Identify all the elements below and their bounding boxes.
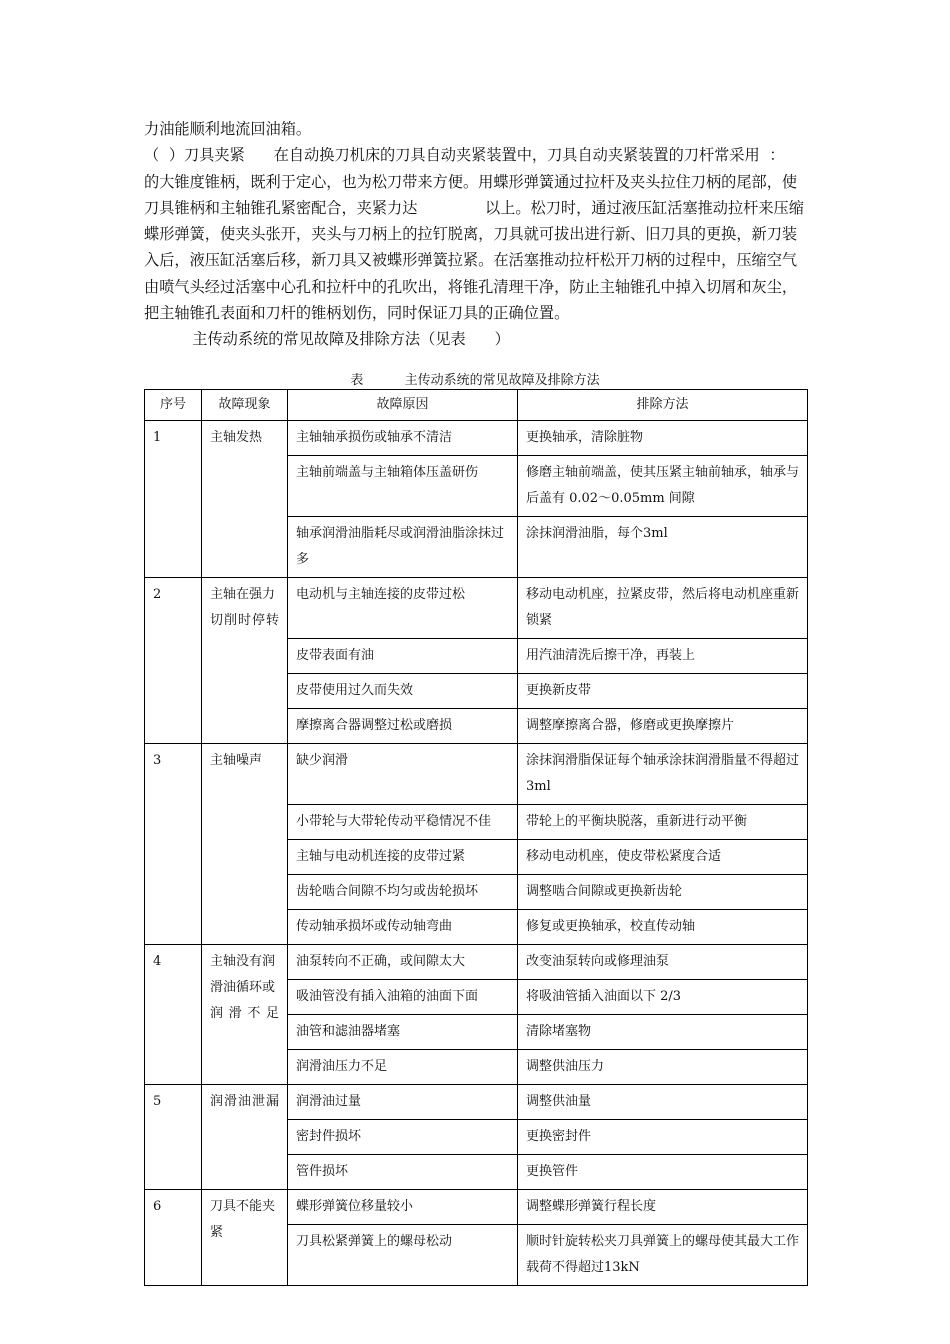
fault-cause: 传动轴承损坏或传动轴弯曲	[288, 910, 518, 945]
fault-cause: 润滑油过量	[288, 1085, 518, 1120]
table-row	[145, 1085, 808, 1120]
fault-cause: 刀具松紧弹簧上的螺母松动	[288, 1225, 518, 1286]
fault-cause: 蝶形弹簧位移量较小	[288, 1190, 518, 1225]
table-row	[145, 945, 808, 980]
fault-remedy: 顺时针旋转松夹刀具弹簧上的螺母使其最大工作载荷不得超过13kN	[518, 1225, 808, 1286]
table-row	[145, 421, 808, 456]
fault-id: 1	[145, 421, 202, 578]
fault-symptom: 润滑油泄漏	[202, 1085, 288, 1190]
fault-cause: 油管和滤油器堵塞	[288, 1015, 518, 1050]
header-remedy: 排除方法	[518, 390, 808, 421]
header-symptom: 故障现象	[202, 390, 288, 421]
fault-remedy: 将吸油管插入油面以下 2/3	[518, 980, 808, 1015]
fault-cause: 润滑油压力不足	[288, 1050, 518, 1085]
fault-remedy: 调整摩擦离合器，修磨或更换摩擦片	[518, 709, 808, 744]
fault-remedy: 更换管件	[518, 1155, 808, 1190]
fault-table	[144, 389, 808, 1286]
fault-remedy: 修复或更换轴承，校直传动轴	[518, 910, 808, 945]
fault-cause: 油泵转向不正确，或间隙太大	[288, 945, 518, 980]
fault-cause: 轴承润滑油脂耗尽或润滑油脂涂抹过多	[288, 517, 518, 578]
fault-cause: 小带轮与大带轮传动平稳情况不佳	[288, 805, 518, 840]
fault-remedy: 涂抹润滑油脂，每个3ml	[518, 517, 808, 578]
fault-symptom: 刀具不能夹紧	[202, 1190, 288, 1286]
fault-cause: 主轴前端盖与主轴箱体压盖研伤	[288, 456, 518, 517]
fault-id: 2	[145, 578, 202, 744]
fault-remedy: 移动电动机座，使皮带松紧度合适	[518, 840, 808, 875]
fault-symptom: 主轴噪声	[202, 744, 288, 945]
fault-remedy: 调整供油压力	[518, 1050, 808, 1085]
fault-cause: 皮带使用过久而失效	[288, 674, 518, 709]
fault-cause: 电动机与主轴连接的皮带过松	[288, 578, 518, 639]
fault-remedy: 清除堵塞物	[518, 1015, 808, 1050]
table-row	[145, 578, 808, 639]
fault-id: 4	[145, 945, 202, 1085]
fault-cause: 缺少润滑	[288, 744, 518, 805]
fault-remedy: 移动电动机座，拉紧皮带，然后将电动机座重新锁紧	[518, 578, 808, 639]
fault-remedy: 涂抹润滑脂保证每个轴承涂抹润滑脂量不得超过 3ml	[518, 744, 808, 805]
fault-cause: 摩擦离合器调整过松或磨损	[288, 709, 518, 744]
fault-symptom: 主轴发热	[202, 421, 288, 578]
fault-symptom: 主轴没有润滑油循环或润滑不足	[202, 945, 288, 1085]
fault-remedy: 更换新皮带	[518, 674, 808, 709]
fault-symptom: 主轴在强力切削时停转	[202, 578, 288, 744]
fault-remedy: 调整供油量	[518, 1085, 808, 1120]
fault-id: 3	[145, 744, 202, 945]
fault-cause: 齿轮啮合间隙不均匀或齿轮损坏	[288, 875, 518, 910]
fault-id: 6	[145, 1190, 202, 1286]
fault-remedy: 改变油泵转向或修理油泵	[518, 945, 808, 980]
table-row	[145, 744, 808, 805]
table-row	[145, 1190, 808, 1225]
fault-remedy: 更换密封件	[518, 1120, 808, 1155]
body-text	[144, 116, 808, 353]
fault-remedy: 用汽油清洗后擦干净，再装上	[518, 639, 808, 674]
fault-table-body	[145, 421, 808, 1286]
table-caption: 表 主传动系统的常见故障及排除方法	[350, 373, 600, 388]
fault-remedy: 更换轴承，清除脏物	[518, 421, 808, 456]
fault-cause: 主轴轴承损伤或轴承不清洁	[288, 421, 518, 456]
fault-cause: 管件损坏	[288, 1155, 518, 1190]
fault-id: 5	[145, 1085, 202, 1190]
header-id: 序号	[145, 390, 202, 421]
table-header-row	[145, 390, 808, 421]
fault-remedy: 带轮上的平衡块脱落，重新进行动平衡	[518, 805, 808, 840]
header-cause: 故障原因	[288, 390, 518, 421]
fault-cause: 吸油管没有插入油箱的油面下面	[288, 980, 518, 1015]
fault-cause: 主轴与电动机连接的皮带过紧	[288, 840, 518, 875]
fault-cause: 密封件损坏	[288, 1120, 518, 1155]
paragraph-return-oil: 力油能顺利地流回油箱。	[144, 120, 312, 138]
paragraph-tool-clamping: （ ）刀具夹紧 在自动换刀机床的刀具自动夹紧装置中，刀具自动夹紧装置的刀杆常采用 ： 的大锥度锥柄，既利于定心，也为松刀带来方便。用蝶形弹簧通过拉杆及夹头拉住刀柄的尾部，使刀具锥柄和主轴锥孔紧密配合，夹紧力达 以上。松刀时，通过液压缸活塞推动拉杆来压缩蝶形弹簧，使夹头张开，夹头与刀柄上的拉钉脱离，刀具就可拔出进行新、旧刀具的更换，新刀装入后，液压缸活塞后移，新刀具又被蝶形弹簧拉紧。在活塞推动拉杆松开刀柄的过程中，压缩空气由喷气头经过活塞中心孔和拉杆中的孔吹出，将锥孔清理干净，防止主轴锥孔中掉入切屑和灰尘，把主轴锥孔表面和刀杆的锥柄划伤，同时保证刀具的正确位置。	[144, 146, 804, 323]
fault-remedy: 调整蝶形弹簧行程长度	[518, 1190, 808, 1225]
fault-cause: 皮带表面有油	[288, 639, 518, 674]
fault-remedy: 调整啮合间隙或更换新齿轮	[518, 875, 808, 910]
fault-remedy: 修磨主轴前端盖，使其压紧主轴前轴承，轴承与后盖有 0.02～0.05mm 间隙	[518, 456, 808, 517]
paragraph-table-intro: 主传动系统的常见故障及排除方法（见表 ）	[144, 330, 510, 349]
